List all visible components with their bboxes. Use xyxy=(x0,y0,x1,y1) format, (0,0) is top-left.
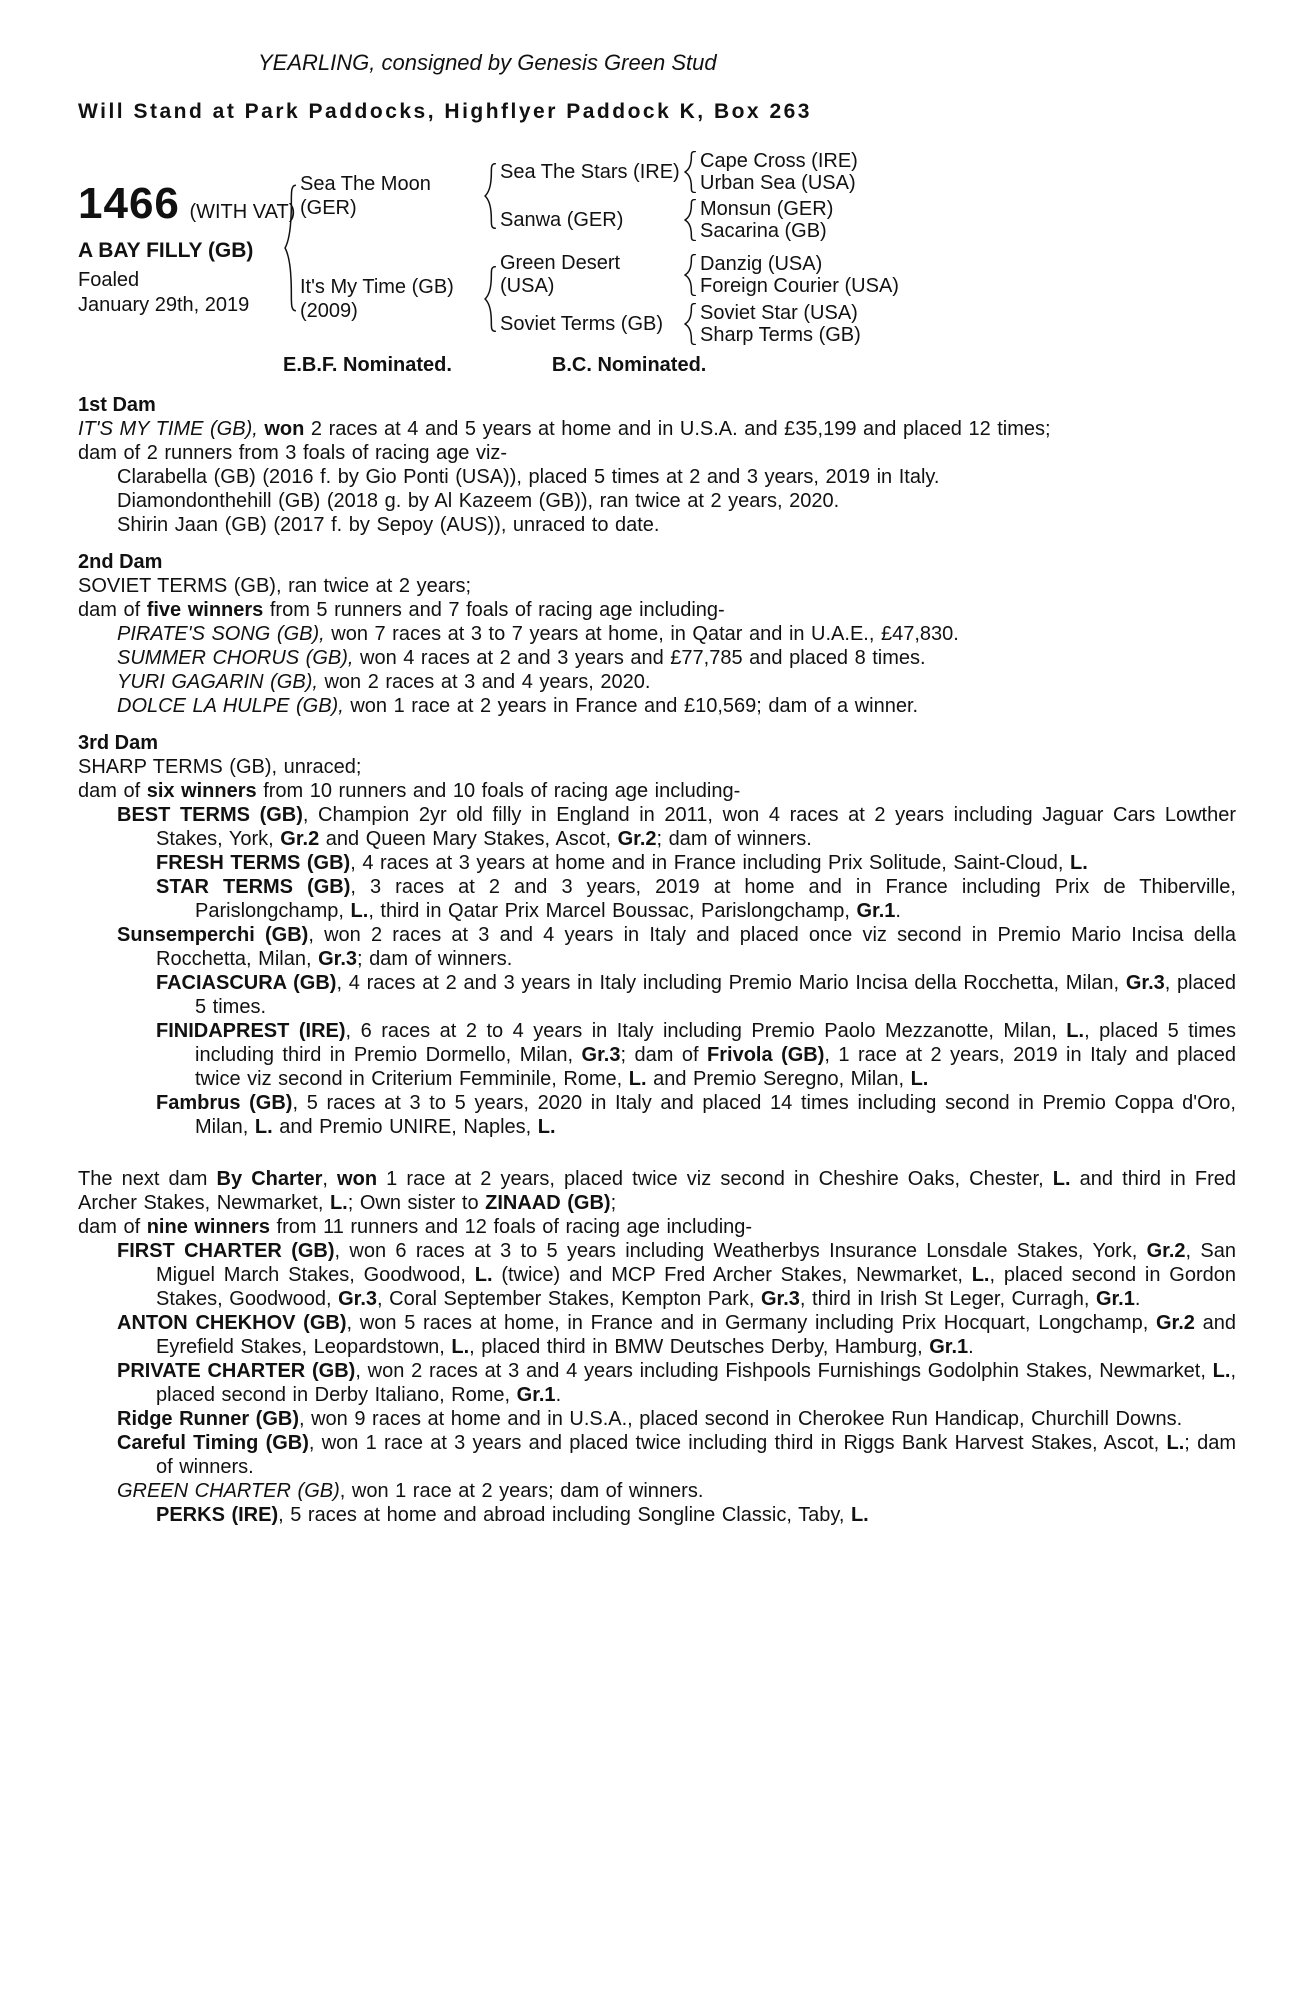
brace-icon xyxy=(680,150,700,194)
text-run: , placed second in Gordon Stakes, Goodwood, xyxy=(156,1264,1236,1310)
text-run: , won 1 race at 2 years; dam of winners. xyxy=(339,1480,704,1502)
lot-number: 1466 xyxy=(78,179,180,228)
brace-icon xyxy=(480,150,500,242)
progeny-entry xyxy=(78,513,1236,537)
text-run: . xyxy=(895,900,901,922)
text-run: and Queen Mary Stakes, Ascot, xyxy=(319,828,618,850)
text-run: FRESH TERMS (GB) xyxy=(156,852,351,874)
consignor-line: YEARLING, consigned by Genesis Green Stud xyxy=(258,50,717,75)
text-run: GREEN CHARTER (GB) xyxy=(117,1480,340,1502)
granddam-name: Soviet Terms (GB) xyxy=(500,312,663,335)
dam-section xyxy=(78,550,1236,718)
text-run: FACIASCURA (GB) xyxy=(156,972,337,994)
text-run: PIRATE'S SONG (GB), xyxy=(117,623,332,645)
text-run: , 6 races at 2 to 4 years in Italy including Premio Paolo Mezzanotte, Milan, xyxy=(345,1020,1067,1042)
text-run: Ridge Runner (GB) xyxy=(117,1408,299,1430)
text-run: ; dam of xyxy=(620,1044,708,1066)
text-run: L. xyxy=(350,900,369,922)
text-run: L. xyxy=(971,1264,990,1286)
lot-details xyxy=(78,179,296,317)
text-run: Careful Timing (GB) xyxy=(117,1432,309,1454)
text-run: BEST TERMS (GB) xyxy=(117,804,303,826)
pedigree-generations xyxy=(300,150,899,346)
text-run: , Coral September Stakes, Kempton Park, xyxy=(377,1288,761,1310)
great-granddam-name: Foreign Courier (USA) xyxy=(700,275,899,297)
dam-of-line xyxy=(78,1215,1236,1239)
text-run: , 5 races at 3 to 5 years, 2020 in Italy and placed 14 times including second in Premio Coppa d'Oro, Milan, xyxy=(195,1092,1236,1138)
progeny-entry xyxy=(78,1239,1236,1311)
progeny-entry xyxy=(78,1091,1236,1139)
dam-of-line xyxy=(78,598,1236,622)
dam-grandsire-branch xyxy=(500,252,899,298)
text-run: won 4 races at 2 and 3 years and £77,785 and placed 8 times. xyxy=(360,647,926,669)
ebf-nominated-label: E.B.F. Nominated. xyxy=(283,354,452,376)
progeny-entry xyxy=(78,971,1236,1019)
progeny-entry xyxy=(78,803,1236,851)
text-run: Gr.1 xyxy=(929,1336,969,1358)
text-run: , Champion 2yr old filly in England in 2011, won 4 races at 2 years including Jaguar Cars Lowther Stakes, York, xyxy=(156,804,1236,850)
text-run: and Premio UNIRE, Naples, xyxy=(272,1116,538,1138)
progeny-entry xyxy=(78,646,1236,670)
text-run: SOVIET TERMS (GB), ran twice at 2 years; xyxy=(78,575,472,597)
text-run: dam of xyxy=(78,1216,147,1238)
text-run: won xyxy=(264,418,305,440)
text-run: L. xyxy=(1166,1432,1185,1454)
text-run: ; Own sister to xyxy=(347,1192,486,1214)
text-run: YURI GAGARIN (GB), xyxy=(117,671,325,693)
text-run: , third in Qatar Prix Marcel Boussac, Parislongchamp, xyxy=(368,900,857,922)
first-dam-record xyxy=(78,417,1236,441)
text-run: L. xyxy=(329,1192,348,1214)
text-run: L. xyxy=(451,1336,470,1358)
dam-name-line1: It's My Time (GB) xyxy=(300,276,454,298)
text-run: DOLCE LA HULPE (GB), xyxy=(117,695,351,717)
text-run: Gr.2 xyxy=(1146,1240,1186,1262)
great-granddam-name: Sharp Terms (GB) xyxy=(700,324,861,346)
dam-section-heading: 1st Dam xyxy=(78,394,156,416)
text-run: , 1 race at 2 years, 2019 in Italy and placed twice viz second in Criterium Femminile, Rome, xyxy=(195,1044,1237,1090)
progeny-entry xyxy=(78,622,1236,646)
progeny-entry xyxy=(78,1407,1236,1431)
nominations-row xyxy=(78,354,1236,377)
sire-grandsire-branch xyxy=(500,150,858,194)
progeny-entry xyxy=(78,694,1236,718)
dam-section xyxy=(78,731,1236,1139)
dam-branch xyxy=(300,252,899,346)
sire-granddam-branch xyxy=(500,198,858,242)
text-run: , 3 races at 2 and 3 years, 2019 at home and in France including Prix de Thiberville, Parislongchamp, xyxy=(195,876,1236,922)
granddam-name: Sanwa (GER) xyxy=(500,208,624,231)
text-run: Gr.3 xyxy=(1125,972,1165,994)
text-run: , placed 5 times including third in Premio Dormello, Milan, xyxy=(195,1020,1236,1066)
text-run: , won 2 races at 3 and 4 years in Italy and placed once viz second in Premio Mario Incisa della Rocchetta, Milan, xyxy=(156,924,1236,970)
text-run: L. xyxy=(537,1116,556,1138)
progeny-entry xyxy=(78,489,1236,513)
text-run: , 5 races at home and abroad including Songline Classic, Taby, xyxy=(278,1504,851,1526)
text-run: from 5 runners and 7 foals of racing age including- xyxy=(263,599,725,621)
great-grandsire-name: Monsun (GER) xyxy=(700,198,834,220)
text-run: from 11 runners and 12 foals of racing age including- xyxy=(269,1216,753,1238)
text-run: Gr.2 xyxy=(617,828,657,850)
text-run: Sunsemperchi (GB) xyxy=(117,924,309,946)
bc-nominated-label: B.C. Nominated. xyxy=(551,354,707,376)
progeny-entry xyxy=(78,1019,1236,1091)
text-run: ANTON CHEKHOV (GB) xyxy=(117,1312,347,1334)
text-run: , xyxy=(322,1168,338,1190)
text-run: , won 9 races at home and in U.S.A., placed second in Cherokee Run Handicap, Churchill Downs. xyxy=(299,1408,1183,1430)
great-grandsire-name: Cape Cross (IRE) xyxy=(700,150,858,172)
text-run: won xyxy=(337,1168,378,1190)
text-run: L. xyxy=(474,1264,493,1286)
brace-icon xyxy=(680,198,700,242)
text-run: and Premio Seregno, Milan, xyxy=(646,1068,911,1090)
progeny-entry xyxy=(78,1359,1236,1407)
text-run: The next dam xyxy=(78,1168,217,1190)
next-dam-record xyxy=(78,1167,1236,1215)
text-run: Gr.3 xyxy=(581,1044,621,1066)
text-run: L. xyxy=(1070,852,1088,874)
text-run: IT'S MY TIME (GB), xyxy=(78,418,265,440)
text-run: . xyxy=(1134,1288,1141,1310)
great-grandsire-name: Danzig (USA) xyxy=(700,253,823,275)
text-run: dam of 2 runners from 3 foals of racing age viz- xyxy=(78,442,508,464)
great-granddam-name: Sacarina (GB) xyxy=(700,220,827,242)
vat-note: (WITH VAT) xyxy=(189,201,296,223)
text-run: ; xyxy=(610,1192,617,1214)
text-run: Gr.3 xyxy=(318,948,357,970)
text-run: Shirin Jaan (GB) (2017 f. by Sepoy (AUS)), unraced to date. xyxy=(117,514,660,536)
text-run: Clarabella (GB) (2016 f. by Gio Ponti (USA)), placed 5 times at 2 and 3 years, 2019 in Italy. xyxy=(117,466,940,488)
dam-name xyxy=(300,252,480,346)
text-run: FIRST CHARTER (GB) xyxy=(117,1240,335,1262)
text-run: Gr.3 xyxy=(760,1288,800,1310)
brace-icon xyxy=(680,302,700,346)
text-run: dam of xyxy=(78,780,147,802)
text-run: , won 6 races at 3 to 5 years including Weatherbys Insurance Lonsdale Stakes, York, xyxy=(334,1240,1147,1262)
dam-section-heading: 3rd Dam xyxy=(78,732,159,754)
text-run: Gr.1 xyxy=(1095,1288,1135,1310)
text-run: ; dam of winners. xyxy=(156,1432,1236,1478)
text-run: Gr.2 xyxy=(1156,1312,1195,1334)
text-run: PRIVATE CHARTER (GB) xyxy=(117,1360,356,1382)
text-run: STAR TERMS (GB) xyxy=(156,876,351,898)
progeny-entry xyxy=(78,1431,1236,1479)
text-run: , won 1 race at 3 years and placed twice including third in Riggs Bank Harvest Stakes, Ascot, xyxy=(308,1432,1167,1454)
text-run: , third in Irish St Leger, Curragh, xyxy=(799,1288,1096,1310)
great-granddam-name: Urban Sea (USA) xyxy=(700,172,856,194)
dam-section-heading: 2nd Dam xyxy=(78,551,163,573)
progeny-entry xyxy=(78,670,1236,694)
second-dam-record xyxy=(78,574,1236,598)
progeny-entry xyxy=(78,851,1236,875)
text-run: L. xyxy=(1212,1360,1231,1382)
dam-of-line xyxy=(78,441,1236,465)
text-run: , 4 races at 2 and 3 years in Italy including Premio Mario Incisa della Rocchetta, Milan, xyxy=(336,972,1126,994)
text-run: Frivola (GB) xyxy=(707,1044,825,1066)
text-run: Gr.1 xyxy=(856,900,896,922)
text-run: SUMMER CHORUS (GB), xyxy=(117,647,360,669)
text-run: , won 2 races at 3 and 4 years including Fishpools Furnishings Godolphin Stakes, Newmarket, xyxy=(355,1360,1213,1382)
text-run: five winners xyxy=(146,599,264,621)
progeny-entry xyxy=(78,1311,1236,1359)
text-run: PERKS (IRE) xyxy=(156,1504,279,1526)
text-run: ; dam of winners. xyxy=(656,828,812,850)
sire-branch xyxy=(300,150,899,242)
text-run: , San Miguel March Stakes, Goodwood, xyxy=(156,1240,1237,1286)
dam-granddam-branch xyxy=(500,302,899,346)
text-run: , placed third in BMW Deutsches Derby, Hamburg, xyxy=(469,1336,930,1358)
text-run: , placed 5 times. xyxy=(195,972,1236,1018)
lot-header xyxy=(78,179,296,229)
text-run: L. xyxy=(1066,1020,1085,1042)
text-run: 2 races at 4 and 5 years at home and in U.S.A. and £35,199 and placed 12 times; xyxy=(304,418,1051,440)
text-run: 1 race at 2 years, placed twice viz second in Cheshire Oaks, Chester, xyxy=(377,1168,1053,1190)
progeny-entry xyxy=(78,875,1236,923)
text-run: L. xyxy=(850,1504,869,1526)
text-run: ; dam of winners. xyxy=(357,948,513,970)
third-dam-record xyxy=(78,755,1236,779)
foaled-date: January 29th, 2019 xyxy=(78,294,250,316)
brace-icon xyxy=(480,252,500,346)
text-run: won 2 races at 3 and 4 years, 2020. xyxy=(324,671,651,693)
pedigree-table xyxy=(78,150,1236,346)
text-run: ZINAAD (GB) xyxy=(485,1192,611,1214)
dam-of-line xyxy=(78,779,1236,803)
text-run: Gr.2 xyxy=(280,828,320,850)
text-run: won 7 races at 3 to 7 years at home, in Qatar and in U.A.E., £47,830. xyxy=(331,623,959,645)
text-run: six winners xyxy=(146,780,257,802)
grandsire-name: Green Desert (USA) xyxy=(500,252,621,297)
text-run: , 4 races at 3 years at home and in France including Prix Solitude, Saint-Cloud, xyxy=(350,852,1071,874)
sire-name xyxy=(300,150,480,242)
foaled-label: Foaled xyxy=(78,269,140,291)
text-run: and Eyrefield Stakes, Leopardstown, xyxy=(156,1312,1237,1358)
sire-name-line2: (GER) xyxy=(300,197,357,219)
text-run: from 10 runners and 10 foals of racing age including- xyxy=(256,780,741,802)
text-run: dam of xyxy=(78,599,147,621)
text-run: Diamondonthehill (GB) (2018 g. by Al Kazeem (GB)), ran twice at 2 years, 2020. xyxy=(117,490,840,512)
lot-description: A BAY FILLY (GB) xyxy=(78,239,254,262)
text-run: and third in Fred Archer Stakes, Newmarket, xyxy=(78,1168,1236,1214)
text-run: won 1 race at 2 years in France and £10,569; dam of a winner. xyxy=(350,695,919,717)
text-run: . xyxy=(555,1384,562,1406)
text-run: (twice) and MCP Fred Archer Stakes, Newmarket, xyxy=(492,1264,972,1286)
text-run: Fambrus (GB) xyxy=(156,1092,293,1114)
text-run: . xyxy=(968,1336,974,1358)
progeny-entry xyxy=(78,465,1236,489)
brace-icon xyxy=(680,252,700,298)
text-run: , won 5 races at home, in France and in Germany including Prix Hocquart, Longchamp, xyxy=(346,1312,1156,1334)
brace-icon xyxy=(280,150,300,346)
dam-section xyxy=(78,1167,1236,1527)
text-run: SHARP TERMS (GB), unraced; xyxy=(78,756,362,778)
text-run: By Charter xyxy=(216,1168,323,1190)
progeny-entry xyxy=(78,1503,1236,1527)
progeny-entry xyxy=(78,923,1236,971)
grandsire-name: Sea The Stars (IRE) xyxy=(500,160,680,183)
text-run: , placed second in Derby Italiano, Rome, xyxy=(156,1360,1236,1406)
text-run: nine winners xyxy=(146,1216,270,1238)
sire-name-line1: Sea The Moon xyxy=(300,173,431,195)
dam-name-line2: (2009) xyxy=(300,300,358,322)
progeny-entry xyxy=(78,1479,1236,1503)
stand-location-line: Will Stand at Park Paddocks, Highflyer Paddock K, Box 263 xyxy=(78,100,812,123)
great-grandsire-name: Soviet Star (USA) xyxy=(700,302,858,324)
text-run: L. xyxy=(1052,1168,1071,1190)
text-run: L. xyxy=(910,1068,929,1090)
text-run: L. xyxy=(254,1116,273,1138)
text-run: Gr.1 xyxy=(516,1384,556,1406)
produce-record xyxy=(78,393,1236,1527)
text-run: FINIDAPREST (IRE) xyxy=(156,1020,346,1042)
text-run: L. xyxy=(628,1068,647,1090)
dam-section xyxy=(78,393,1236,537)
text-run: Gr.3 xyxy=(338,1288,378,1310)
